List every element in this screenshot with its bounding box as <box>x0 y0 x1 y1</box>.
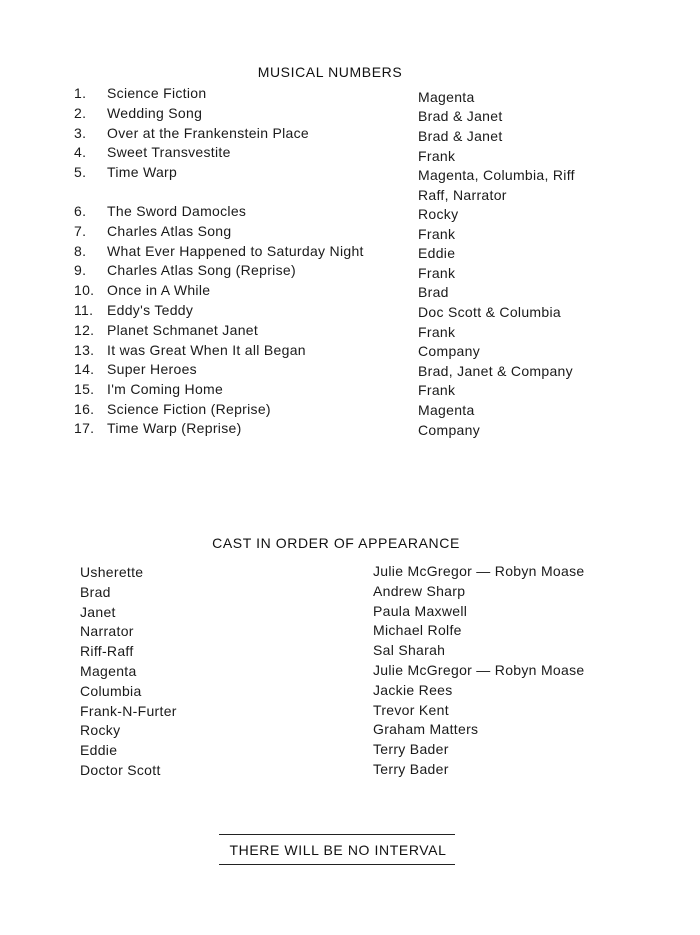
song-performer: Eddie <box>418 245 456 261</box>
cast-role: Rocky <box>80 722 121 739</box>
song-performer: Frank <box>418 324 456 340</box>
cast-role: Riff-Raff <box>80 643 134 660</box>
song-title: Sweet Transvestite <box>107 144 231 160</box>
song-title: I'm Coming Home <box>107 381 224 397</box>
cast-actor: Terry Bader <box>373 761 449 777</box>
song-title: Science Fiction (Reprise) <box>107 401 271 417</box>
song-performer: Doc Scott & Columbia <box>418 304 561 320</box>
cast-role: Eddie <box>80 742 118 759</box>
song-number: 4. <box>74 144 87 160</box>
song-number: 5. <box>74 164 87 180</box>
song-performer: Brad <box>418 284 449 300</box>
cast-actor: Andrew Sharp <box>373 582 466 599</box>
song-performer: Company <box>418 422 481 438</box>
cast-heading: CAST IN ORDER OF APPEARANCE <box>212 535 460 551</box>
song-performer: Frank <box>418 382 456 398</box>
song-performer: Frank <box>418 148 456 164</box>
song-number: 9. <box>74 262 87 278</box>
song-number: 14. <box>74 361 95 377</box>
song-number: 6. <box>74 203 87 219</box>
song-number: 3. <box>74 125 87 141</box>
song-title: Once in A While <box>107 282 211 298</box>
song-title: Over at the Frankenstein Place <box>107 125 309 141</box>
cast-actor: Paula Maxwell <box>373 602 468 619</box>
cast-role: Columbia <box>80 682 142 699</box>
cast-actor: Julie McGregor — Robyn Moase <box>373 662 585 678</box>
song-title: It was Great When It all Began <box>107 342 306 358</box>
song-number: 1. <box>74 85 87 101</box>
song-number: 12. <box>74 322 95 338</box>
song-performer: Frank <box>418 265 456 281</box>
cast-actor: Trevor Kent <box>373 701 449 718</box>
song-number: 7. <box>74 223 87 239</box>
song-number: 11. <box>74 302 94 318</box>
song-title: Wedding Song <box>107 105 203 121</box>
no-interval-note: THERE WILL BE NO INTERVAL <box>229 842 447 858</box>
top-rule <box>219 834 455 835</box>
song-performer: Magenta, Columbia, Riff <box>418 167 575 183</box>
song-performer: Brad & Janet <box>418 128 503 144</box>
song-number: 15. <box>74 381 95 397</box>
song-number: 2. <box>74 105 87 121</box>
cast-actor: Graham Matters <box>373 721 479 738</box>
cast-actor: Julie McGregor — Robyn Moase <box>373 563 585 579</box>
song-title: Charles Atlas Song <box>107 223 232 239</box>
cast-actor: Michael Rolfe <box>373 622 462 639</box>
song-title: The Sword Damocles <box>107 203 247 219</box>
song-performer: Brad, Janet & Company <box>418 363 573 379</box>
song-performer: Magenta <box>418 402 475 418</box>
cast-role: Doctor Scott <box>80 762 161 778</box>
song-performer: Frank <box>418 226 456 242</box>
song-number: 13. <box>74 342 95 358</box>
song-performer: Brad & Janet <box>418 108 503 124</box>
song-performer: Rocky <box>418 206 459 222</box>
song-number: 10. <box>74 282 95 298</box>
song-title: Eddy's Teddy <box>107 302 194 318</box>
song-number: 16. <box>74 401 95 417</box>
song-title: Planet Schmanet Janet <box>107 322 259 338</box>
cast-role: Janet <box>80 603 116 620</box>
song-performer: Company <box>418 343 481 359</box>
song-performer: Magenta <box>418 89 475 105</box>
cast-role: Frank-N-Furter <box>80 702 177 719</box>
musical-numbers-heading: MUSICAL NUMBERS <box>257 64 403 80</box>
song-title: Time Warp (Reprise) <box>107 420 242 436</box>
song-title: Super Heroes <box>107 361 197 377</box>
song-performer-continued: Raff, Narrator <box>418 187 507 203</box>
song-title: What Ever Happened to Saturday Night <box>107 243 364 259</box>
cast-role: Usherette <box>80 564 144 580</box>
song-number: 8. <box>74 243 87 259</box>
cast-role: Narrator <box>80 623 134 640</box>
cast-actor: Sal Sharah <box>373 642 446 659</box>
song-title: Science Fiction <box>107 85 207 101</box>
cast-role: Magenta <box>80 663 137 679</box>
song-title: Time Warp <box>107 164 178 180</box>
song-title: Charles Atlas Song (Reprise) <box>107 262 296 278</box>
cast-role: Brad <box>80 583 111 600</box>
bottom-rule <box>219 864 455 865</box>
cast-actor: Terry Bader <box>373 741 449 758</box>
cast-actor: Jackie Rees <box>373 681 453 698</box>
song-number: 17. <box>74 420 95 436</box>
